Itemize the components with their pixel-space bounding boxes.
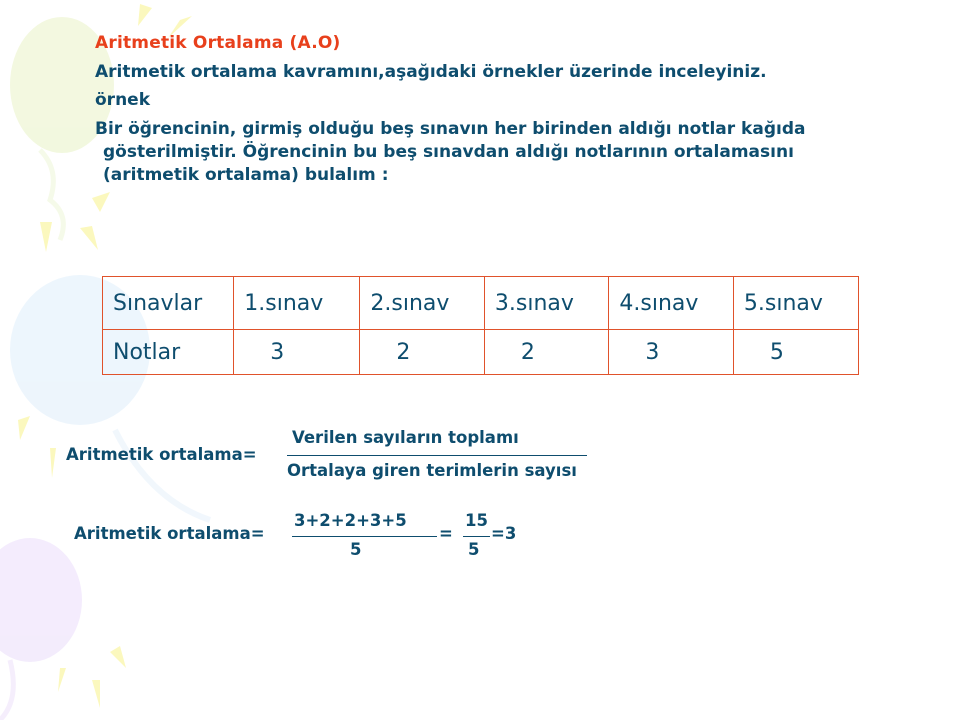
calculation-label: Aritmetik ortalama=	[74, 524, 265, 543]
formula-numerator: Verilen sayıların toplamı	[292, 428, 519, 447]
problem-text	[95, 118, 805, 187]
grades-table	[102, 276, 859, 375]
table-header-cell: 1.sınav	[234, 277, 360, 330]
table-header-cell: 4.sınav	[609, 277, 734, 330]
table-header-cell: 5.sınav	[733, 277, 858, 330]
table-cell: 5	[733, 330, 858, 375]
simplified-denominator: 5	[468, 540, 480, 559]
table-cell: 2	[484, 330, 609, 375]
problem-line-1: Bir öğrencinin, girmiş olduğu beş sınavın her birinden aldığı notlar kağıda	[95, 119, 806, 139]
table-header-row	[103, 277, 859, 330]
formula-label: Aritmetik ortalama=	[66, 445, 257, 464]
table-header-cell: 3.sınav	[484, 277, 609, 330]
problem-line-2: gösterilmiştir. Öğrencinin bu beş sınavdan aldığı notlarının ortalamasını	[103, 142, 794, 162]
problem-line-3: (aritmetik ortalama) bulalım :	[103, 165, 389, 185]
formula-denominator: Ortalaya giren terimlerin sayısı	[287, 461, 577, 480]
slide-title: Aritmetik Ortalama (A.O)	[95, 33, 341, 53]
table-row-label: Notlar	[103, 330, 234, 375]
fraction-bar	[292, 536, 437, 537]
calculation-numerator: 3+2+2+3+5	[294, 511, 407, 530]
fraction-bar	[463, 536, 490, 537]
table-header-cell: Sınavlar	[103, 277, 234, 330]
intro-text: Aritmetik ortalama kavramını,aşağıdaki örnekler üzerinde inceleyiniz.	[95, 62, 767, 82]
equals-sign: =	[439, 524, 453, 543]
fraction-bar	[287, 455, 587, 456]
table-cell: 2	[360, 330, 485, 375]
calculation-denominator: 5	[350, 540, 362, 559]
example-label: örnek	[95, 90, 151, 110]
table-cell: 3	[609, 330, 734, 375]
simplified-numerator: 15	[465, 511, 488, 530]
table-cell: 3	[234, 330, 360, 375]
calculation-result: =3	[491, 524, 517, 543]
table-row	[103, 330, 859, 375]
table-header-cell: 2.sınav	[360, 277, 485, 330]
